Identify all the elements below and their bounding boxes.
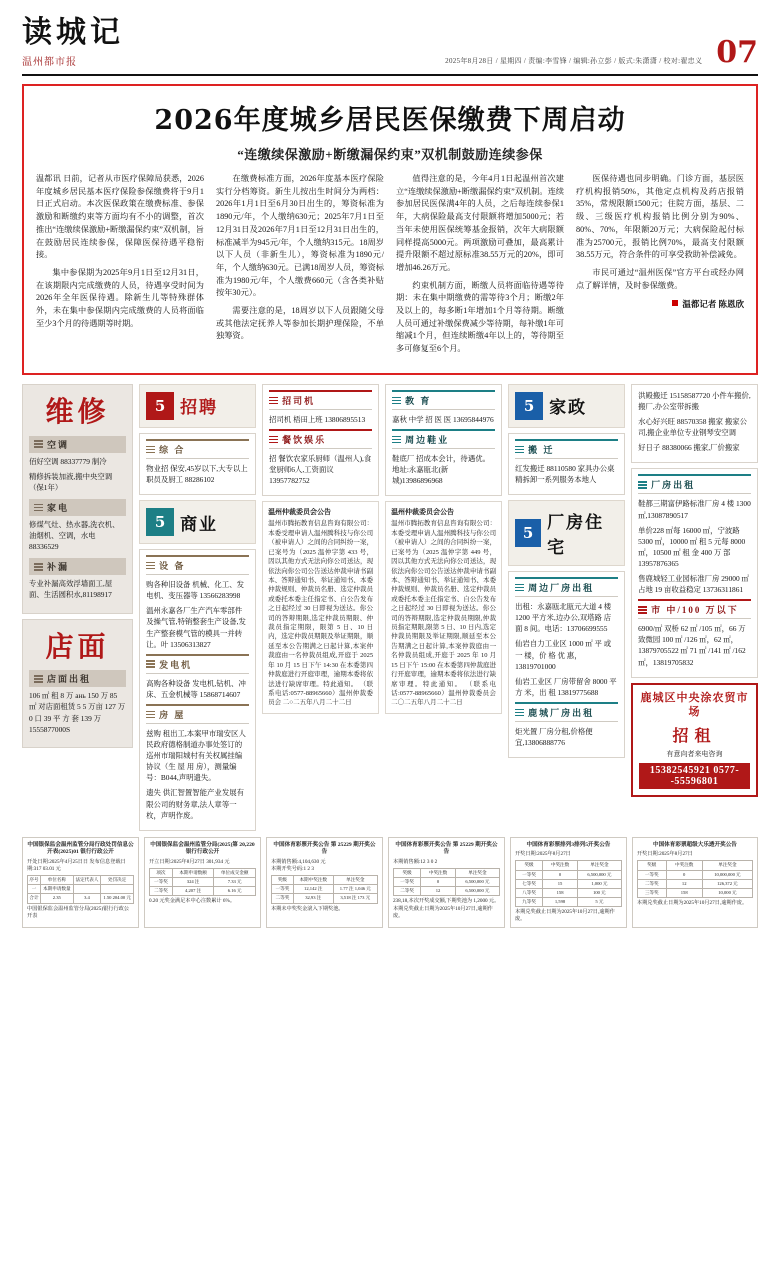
ad-subcat-label: 教 育 [405,395,432,406]
lottery-line: 开立日期:2025年8月27日 301,934 元 [148,858,230,865]
table-cell: 1.77 注 1,046 元 [333,885,377,894]
ad-subcat-label: 厂房出租 [651,480,696,491]
table-cell: 4,207 注 [172,887,214,896]
ad-category-title: 店面 [45,629,110,663]
table-cell: 100 元 [577,888,621,897]
ad-subcat-header [638,474,751,494]
ad-subcat-label: 市 中/100 万以下 [651,605,739,616]
lead-paragraph: 温都讯 日前，记者从市医疗保障局获悉，2026年度城乡居民基本医疗保险参保缴费将于9月1日正式启动。本次医保政策在缴费标准、参保激励和断缴约束等方面均有不小的调整，首次推出“连缴续保激励+断缴漏保约束”双机制，旨在鼓励居民连续参保，保障医保待遇平稳衔接。 [36,174,204,260]
page-title: 读城记 [22,15,124,50]
lottery-footer: 本期兑奖截止日期为2025年10月27日,逾期作废。 [636,900,748,907]
lead-story [22,84,758,375]
ad-line[interactable]: 6900/㎡ 双桥 62 ㎡ /105 ㎡，66 万致微园 100 ㎡ /126 ㎡，62 ㎡，13879705522 ㎡ 71 ㎡ /141 ㎡ /162 ㎡，13819705832 [638,624,746,667]
table-cell [73,885,101,894]
issue-meta: 2025年8月28日 / 星期四 / 责编:李雪锋 / 编辑:孙立彭 / 版式:朱潇潇 / 校对:翟忠义 [445,57,703,65]
ad-line[interactable]: 鞋都三期富伊路标准厂房 4 楼 1300 ㎡,13087890517 [638,499,751,520]
ad-subcat-label: 补漏 [47,562,70,573]
ad-line[interactable]: 鞋底厂 招成本会计，待遇优。地址:永嘉瓯北(新城)13986896968 [392,453,490,486]
ad-line[interactable]: 高购各种设备 发电机,钻机、冲床、五金机械等 15868714607 [146,678,246,699]
ad-block-driver[interactable] [262,384,379,496]
bars-icon [34,502,43,513]
ad-subcat-header [146,439,249,459]
ad-line[interactable]: 专业补漏高效浮墙面工,屋面、生活圆积水,81198917 [29,579,113,600]
legal-notice [385,501,502,714]
ad-logo-housekeeping[interactable] [508,384,625,428]
ad-subcat-header [515,439,618,459]
lead-paragraph: 值得注意的是，今年4月1日起温州首次建立“连缴续保激励+断缴漏保约束”双机制。连续参加居民医保满4年的人员，之后每连续参保1年，大病保险最高支付限额将增加5000元；若当年未使用医保统筹基金报销，次年大病限额同样提高5000元。两项激励可叠加，最高累计提升限额不超过原标准38.55万元的20%，即可增加46.26万元。 [396,174,564,272]
ad-subcat-header [146,704,249,724]
page-number: 07 [716,35,758,70]
brand-mark-icon: 5 [146,508,174,536]
lottery-footer: 238,18,本次开奖成交额,下期奖池为 1,2000 元。本期兑奖截止日期为2025年10月27日,逾期作废。 [392,898,500,919]
lead-paragraph: 集中参保期为2025年9月1日至12月31日，在该期限内完成缴费的人员，待遇享受时间为2026年全年医保待遇。除新生儿等特殊群体外，未在集中参保期内完成缴费的人员将面临至少3个月的待遇期等时期。 [36,267,204,328]
table-cell: 158 [666,888,702,897]
table-row [637,870,752,879]
ad-line[interactable]: 物业招 保安,45岁以下,大专以上职员及厨工 88286102 [146,463,248,484]
table-cell: 本期申请数量 [41,885,74,894]
ad-subcat-header [638,599,751,619]
lottery-line: 开处日期:2025年4月25日日 发布信息登载日期:317 03.01 元 [27,858,126,872]
table-cell: 九等奖 [515,898,542,907]
ad-block-movers[interactable] [631,384,758,464]
notice-title: 温州仲裁委员会公告 [391,508,455,517]
masthead [22,15,758,76]
bars-icon [146,444,155,455]
ad-line[interactable]: 炬光置 厂房分租,价格便宜,13806888776 [515,726,593,748]
table-cell: 6,500,000 元 [577,870,621,879]
ad-column-1 [22,384,133,831]
ad-subcat-header [29,499,126,516]
bars-icon [34,439,43,450]
lottery-table [393,868,500,897]
lead-columns [36,173,744,361]
ad-logo-factory[interactable] [508,500,625,566]
ad-subcat-label: 餐饮娱乐 [282,434,327,445]
table-row [149,887,255,896]
bars-icon [515,582,524,593]
lottery-title: 中国体育彩票排列3排列5开奖公告 [526,841,611,848]
lottery-box [22,837,139,929]
ad-subcat-header [29,670,126,687]
lottery-line: 本期销售额:12 3 0 2 [392,858,438,865]
table-cell: 3,518 注 173 元 [333,894,377,903]
bars-icon [34,674,43,685]
notice-body: 温州市腾拓教育信息咨询有限公司：本委受理申请人温州腾科技与你公司（被申请人）之间的合同纠纷一案，已案号为（2025 温仲字第 449 号，因以其他方式无法向你公司送达，现依法向你公司公告送达仲裁申请书副本、答辩通知书、举证通知书、本委仲裁规则、仲裁员名册、选定仲裁员或委托本委主任指定书、自公告发布之日起经过 30 日即视为送达。你公司的答辩期限,选定仲裁员期限,仲裁员指定期限,限第 5 日、10 日内,选定仲裁员期限及举证期限,顺延至本公告期满之日起计算,本案仲裁庭由一名仲裁员组成,开庭于 2025 年 10 月 15 日下午 15:00 在本委第四仲裁庭进行开庭审理，逾期本委将依法进行缺席审理。特此通知。 （联系电话:0577-88965660）温州仲裁委员会 二〇二五年八月二十二日 [391,520,497,707]
ad-block-factory-rent[interactable] [508,571,625,758]
ad-block-education[interactable] [385,384,502,496]
masthead-brand [22,15,124,68]
table-row [393,887,499,896]
lottery-table [637,860,753,898]
ad-category-title: 维修 [45,394,110,428]
ad-subcat-label: 鹿城厂房出租 [528,707,595,718]
table-row [515,879,621,888]
ad-line[interactable]: 购各种旧设备 机械、化工、发电机、变压器等 13566283998 [146,580,244,601]
ad-line[interactable]: 佰好空调 88337779 制冷 [29,456,107,466]
table-row [393,878,499,887]
ad-line[interactable]: 精修拆装加液,搬中央空调（保1年） [29,471,113,492]
table-row [637,879,752,888]
table-row [149,878,255,887]
table-cell [101,885,134,894]
brand-mark-icon: 5 [146,392,174,420]
table-cell: 一等奖 [515,870,542,879]
ad-subcat-label: 周边鞋业 [405,434,450,445]
lottery-box [510,837,627,929]
brand-mark-icon: 5 [515,519,541,547]
lottery-footer: 本期未中奖奖金滚入下期奖池。 [270,905,344,912]
ad-line[interactable]: 水心好兴旺 88570358 搬家 搬家公司,搬企业单位专业钢琴安空调 [638,417,748,438]
table-cell: 12 [666,879,702,888]
lead-column [36,173,204,361]
ad-block-factory-listings[interactable] [631,468,758,677]
ad-line[interactable]: 兹购 租出工,本案甲市瑞安区人民政府德格制道办事处签订的巡州市瑞阳城村有关权属挂编协议（生 屋 用 房），测量编号：B044,声明遗失。 [146,728,246,783]
table-cell: 158 [543,888,578,897]
bars-icon [146,560,155,571]
ad-subcat-header [146,654,249,674]
ad-line[interactable]: 洪殿搬迁 15158587720 小件车搬价,搬厂,办公室带拆搬 [638,390,751,411]
lottery-line: 开奖日期:2025年8月27日 [636,851,693,858]
table-cell: 5 元 [577,898,621,907]
table-row [515,898,621,907]
table-cell: 10,000 元 [702,888,752,897]
square-bullet-icon [672,300,678,306]
lottery-footer: 本期兑奖截止日期为2025年10月27日,逾期作废。 [514,909,615,923]
lead-paragraph: 约束机制方面，断缴人员将面临待遇等待期：未在集中期缴费的需等待3个月；断缴2年及以上的，每多断1年增加1个月等待期。断缴人员可通过补缴保费减少等待期，每补缴1年可缩减1个月，但连续断缴4年以上的，等待期至多可修复至6个月。 [396,280,564,354]
ad-column-3 [262,384,379,831]
ad-subcat-header [269,390,372,410]
ad-subcat-header [392,429,495,449]
lead-column [576,173,744,361]
table-cell: 二等奖 [149,887,172,896]
lottery-line: 本期开奖号码:1 2 3 [270,865,314,872]
ad-subcat-label: 周边厂房出租 [528,583,595,594]
lead-paragraph: 市民可通过“温州医保”官方平台或经办网点了解详情，及时参保缴费。 [576,267,744,290]
lottery-footer: 0.20 元奖金满足本中心注数累计 6%。 [148,898,236,905]
lottery-title: 中国银保监会温州监管分局行政处罚信息公开表(2025)01 银行行政公开 [27,841,134,856]
ad-subcat-label: 设 备 [159,561,186,572]
ad-subcat-label: 发电机 [159,659,193,670]
ad-subcat-label: 综 合 [159,444,186,455]
bars-icon [515,707,524,718]
ad-block-storefront[interactable] [22,619,133,748]
ad-column-5 [508,384,625,831]
table-cell: 一 [28,885,41,894]
table-cell: 1,598 [543,898,578,907]
table-cell: 2.35 [41,894,74,903]
brand-mark-icon: 5 [515,392,543,420]
ad-line[interactable]: 嘉秋 中学 招 医 医 13695844976 [392,414,494,424]
ad-column-4 [385,384,502,831]
lead-paragraph: 在缴费标准方面，2026年度基本医疗保险实行分档筹资。新生儿按出生时间分为两档：2026年1月1日至6月30日出生的，筹资标准为1890元/年，个人缴纳630元；2025年7月1日至12月31日及2026年7月1日至12月31日出生的，标准减半为945元/年，个人缴纳315元。18周岁以下人员（非新生儿），筹资标准为1890元/年，个人缴纳630元。已满18周岁人员，筹资标准为1980元/年，个人缴费660元（含各类补贴按年30元）。 [216,174,384,298]
ad-line[interactable]: 仙岩自力工业区 1000 ㎡ 平 或 一 楼，价 格 优 惠，13819701000 [515,639,612,671]
lottery-table [515,860,622,907]
classified-ads [22,384,758,831]
table-header-cell: 单注奖金 [455,868,499,877]
table-row [271,885,377,894]
lottery-title: 中国银保监会温州监管分局(2025)第 20,220 银行行政公开 [150,841,255,856]
table-cell: 32,93 注 [293,894,333,903]
table-cell: 324 注 [172,878,214,887]
bars-icon [638,605,647,616]
ad-line[interactable]: 售鹿城轻工业园标准厂房 29000 ㎡占地 19 亩收益稳定 13736311861 [638,574,749,595]
ad-subcat-label: 招司机 [282,395,316,406]
table-row [637,888,752,897]
table-header-cell: 序号 [28,875,41,884]
ad-subcat-header [29,558,126,575]
table-cell: 八等奖 [515,888,542,897]
table-cell: 0 [543,870,578,879]
lottery-footer: 中国银保监会温州监管分局(2025)银行行政公开表 [27,905,130,919]
table-cell: 一等奖 [149,878,172,887]
bars-icon [515,444,524,455]
table-header-cell: 奖级 [637,861,666,870]
table-row [515,888,621,897]
table-cell: 合计 [28,894,41,903]
ad-subcat-label: 搬 迁 [528,444,555,455]
table-cell: 126,372 元 [702,879,752,888]
byline [576,298,744,311]
newspaper-name: 温州都市报 [22,57,77,68]
bars-icon [638,480,647,491]
table-header-cell: 中奖注数 [666,861,702,870]
lottery-title: 中国体育彩票开奖公告 第 25229 期开奖公告 [395,841,498,856]
ad-block-equipment[interactable] [139,549,256,831]
bars-icon [392,434,401,445]
lottery-table [149,868,256,897]
lead-headline: 2026年度城乡居民医保缴费下周启动 [154,105,626,136]
bars-icon [269,434,278,445]
table-header-cell: 中奖注数 [543,861,578,870]
table-cell: 一等奖 [637,870,666,879]
lead-column [396,173,564,361]
ad-line[interactable]: 106 ㎡ 租 8 万 ань 150 万 85 ㎡ 对店面租赁 5 5 万亩 127 万 0 口 39 平 方 套 139 万 1555877000S [29,691,126,734]
ad-block-repair[interactable] [22,384,133,614]
table-header-cell: 单注奖金 [577,861,621,870]
ad-subcat-header [392,390,495,410]
lead-paragraph: 需要注意的是，18周岁以下人员跟随父母或其他法定抚养人等参加长期护理保险，不单独筹资。 [216,306,384,341]
bars-icon [269,395,278,406]
ad-subcat-header [515,702,618,722]
table-header-cell: 单位名称 [41,875,74,884]
ad-logo-recruit[interactable] [139,384,256,428]
table-cell: 6,500,000 元 [455,878,499,887]
ad-subcat-header [515,577,618,597]
table-cell: 二等奖 [637,879,666,888]
lead-paragraph: 医保待遇也同步明确。门诊方面，基层医疗机构报销50%，其他定点机构及药店报销35%，常规限额1500元；住院方面，基层、二级、三级医疗机构报销比例分别为90%、80%、70%，年限额20万元；大病保险起付标准为25700元，报销比例70%，最高支付限额38.55万元，符合条件的可享受救助补偿减免。 [576,174,744,260]
ad-subcat-header [146,555,249,575]
lead-subhead: “连缴续保激励+断缴漏保约束”双机制鼓励连续参保 [237,147,543,162]
ad-block-moving[interactable] [508,433,625,495]
table-cell: 七等奖 [515,879,542,888]
lottery-notices [22,837,758,929]
bars-icon [146,659,155,670]
table-header-cell: 奖级 [271,875,293,884]
ad-line[interactable]: 仙岩工业区 厂房带留舍 8000 平 方 米，出 租 13819775688 [515,676,617,697]
byline-text: 温都记者 陈恩欣 [682,299,744,310]
table-header-cell: 处罚决定 [101,875,134,884]
table-cell: 6,500,000 元 [455,887,499,896]
ad-subcat-label: 房 屋 [159,709,186,720]
ad-logo-business[interactable] [139,500,256,544]
table-cell: 15 [543,879,578,888]
ad-line[interactable]: 招司机 梧田上班 13806895513 [269,414,366,424]
table-cell: 0 [666,870,702,879]
table-cell: 3.4 [73,894,101,903]
table-cell: 一等奖 [271,885,293,894]
market-name: 鹿城区中央涂农贸市场 [640,691,749,718]
ad-logo-label: 商业 [180,514,219,535]
bars-icon [34,562,43,573]
legal-notice [262,501,379,714]
ad-line[interactable]: 好日子 88380066 搬家,厂价搬家 [638,443,740,453]
table-cell: 10,000,000 元 [702,870,752,879]
table-cell: 二等奖 [271,894,293,903]
lottery-box [632,837,758,929]
ad-line[interactable]: 修煤气灶、热水器,洗衣机、油烟机、空调，水电 88336529 [29,519,120,552]
table-cell: 12 [421,887,456,896]
notice-body: 温州市腾拓教育信息咨询有限公司：本委受理申请人温州腾科技与你公司（被申请人）之间的合同纠纷一案，已案号为（2025 温仲字第 433 号，因以其他方式无法向你公司送达，现依法向你公司公告送达仲裁申请书副本、答辩通知书、举证通知书、本委仲裁规则、仲裁员名册、选定仲裁员或委托本委主任指定书、自公告发布之日起经过 30 日即视为送达。你公司的答辩期限,选定仲裁员期限、仲裁员指定期限，限第 5 日、10 日内，选定仲裁员期限及举证期限，顺延至本公告期满之日起计算,本案仲裁庭由一名仲裁员组成,开庭于 2025 年 10 月 15 日下午 14:30 在本委第四仲裁庭进行开庭审理，逾期本委将依法进行缺席审理。特此通知。 （联系电话:0577-88965660）温州仲裁委员会 二○二五年八月二十二日 [268,520,374,707]
table-header-cell: 单注奖金 [702,861,752,870]
ad-subcat-label: 店面出租 [47,674,92,685]
leasing-phone[interactable]: 15382545921 0577--55596801 [639,763,750,789]
ad-line[interactable]: 温州永嘉各厂生产汽车零部件及操气管,特销整套生产设备,发生产整套模气管的模具一并转让。叶 13506313827 [146,606,246,649]
ad-column-2 [139,384,256,831]
ad-block-market-leasing[interactable] [631,683,758,797]
notice-title: 温州仲裁委员会公告 [268,508,332,517]
ad-logo-label: 厂房住宅 [547,513,605,559]
ad-logo-label: 招聘 [180,398,219,419]
table-cell: 7.33 元 [214,878,256,887]
ad-line[interactable]: 招 餐饮农家乐厨师（温州人),食堂厨师6人,工资面议 13957782752 [269,453,372,486]
leasing-note: 有意向者来电咨询 [666,750,723,759]
bars-icon [392,395,401,406]
ad-subcat-header [269,429,372,449]
table-header-cell: 中奖注数 [421,868,456,877]
leasing-label: 招租 [672,728,717,746]
table-cell: 0 [421,878,456,887]
ad-column-6 [631,384,758,831]
table-header-cell: 奖级 [393,868,420,877]
bars-icon [146,709,155,720]
table-cell: 三等奖 [637,888,666,897]
table-row [271,894,377,903]
ad-line[interactable]: 红发搬迁 88110580 家具办公桌精拆卸一系列服务本地人 [515,463,615,484]
lead-column [216,173,384,361]
ad-line[interactable]: 出租：永嘉瓯北瓯元大道 4 楼 1200 平方米,边办公,双塔路 店面 8 间。电话：13706699555 [515,602,612,634]
lottery-box [266,837,383,929]
table-cell: 1.50 204.00 元 [101,894,134,903]
table-header-cell: 奖级 [515,861,542,870]
ad-block-general[interactable] [139,433,256,495]
lottery-box [388,837,505,929]
ad-line[interactable]: 单价228 ㎡每 16000 ㎡，宁波路 5300 ㎡，10000 ㎡ 租 5 元每 8000 ㎡，10500 ㎡ 租 金 400 万 部 13957876365 [638,525,746,568]
table-header-cell: 本期申请数额 [172,868,214,877]
lottery-line: 本期销售额:4,104,630 元 [270,858,326,865]
table-cell: 12,142 注 [293,885,333,894]
table-cell: 一等奖 [393,878,420,887]
table-row [28,894,134,903]
table-header-cell: 法定代表人 [73,875,101,884]
ad-logo-label: 家政 [549,398,588,419]
lottery-table [27,875,134,904]
table-header-cell: 单注奖金 [333,875,377,884]
ad-line[interactable]: 遗失 供汇智置智能产业发展有限公司的财务章,法人章等一枚，声明作废。 [146,788,244,820]
table-header-cell: 项次 [149,868,172,877]
ad-subcat-label: 家电 [47,502,70,513]
lottery-box [144,837,261,929]
table-row [515,870,621,879]
table-row [28,885,134,894]
lottery-title: 中国体育彩票超级大乐透开奖公告 [652,841,737,848]
lottery-line: 开奖日期:2025年8月27日 [514,851,571,858]
ad-subcat-label: 空调 [47,439,70,450]
table-header-cell: 单位成交金额 [214,868,256,877]
table-cell: 1,000 元 [577,879,621,888]
lottery-table [271,875,378,904]
ad-subcat-header [29,436,126,453]
table-header-cell: 本期中奖注数 [293,875,333,884]
lottery-title: 中国体育彩票开奖公告 第 25229 期开奖公告 [273,841,376,856]
table-cell: 二等奖 [393,887,420,896]
table-cell: 6.16 元 [214,887,256,896]
